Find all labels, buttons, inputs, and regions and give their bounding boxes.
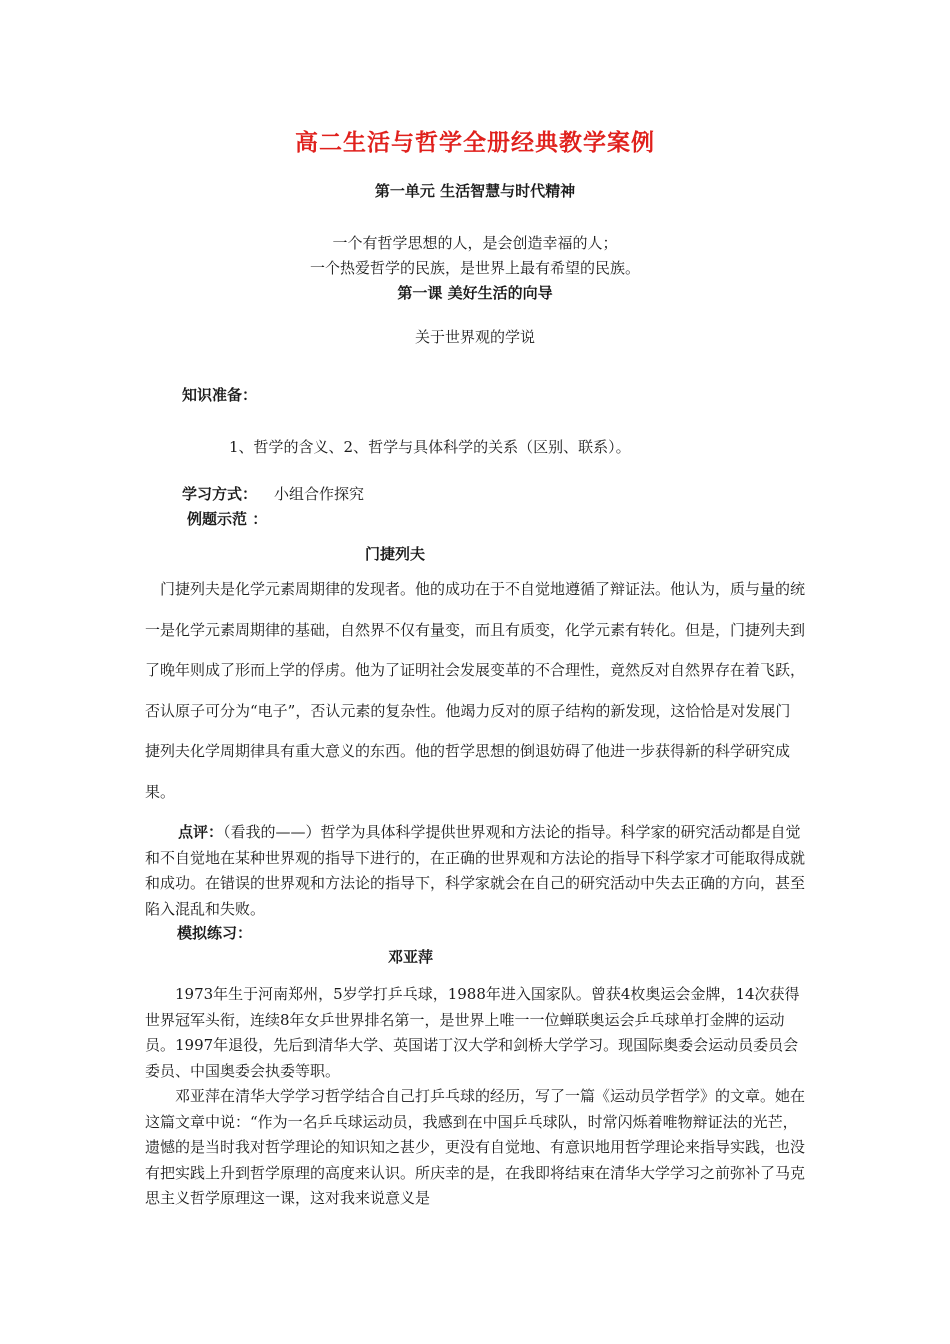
study-method-label: 学习方式：: [182, 485, 258, 503]
example-title: 门捷列夫: [365, 545, 426, 563]
knowledge-content: 1、哲学的含义、2、哲学与具体科学的关系（区别、联系）。: [229, 438, 631, 456]
example-paragraph: 门捷列夫是化学元素周期律的发现者。他的成功在于不自觉地遵循了辩证法。他认为，质与量的统一是化学元素周期律的基础，自然界不仅有量变，而且有质变，化学元素有转化。但是，门捷列夫到了晚年则成了形而上学的俘虏。他为了证明社会发展变革的不合理性，竟然反对自然界存在着飞跃，否认原子可分为“电子”，否认元素的复杂性。他竭力反对的原子结构的新发现，这恰恰是对发展门捷列夫化学周期律具有重大意义的东西。他的哲学思想的倒退妨碍了他进一步获得新的科学研究成果。: [145, 580, 806, 801]
comment-label: 点评：: [178, 823, 224, 841]
practice-paragraph-2: 邓亚萍在清华大学学习哲学结合自己打乒乓球的经历，写了一篇《运动员学哲学》的文章。她在这篇文章中说：“作为一名乒乓球运动员，我感到在中国乒乓球队，时常闪烁着唯物辩证法的光芒，遗憾的是当时我对哲学理论的知识知之甚少，更没有自觉地、有意识地用哲学理论来指导实践，也没有把实践上升到哲学原理的高度来认识。所庆幸的是，在我即将结束在清华大学学习之前弥补了马克思主义哲学原理这一课，这对我来说意义是: [145, 1087, 806, 1207]
lesson-heading: 第一课 美好生活的向导: [397, 284, 553, 302]
quote-line-2: 一个热爱哲学的民族，是世界上最有希望的民族。: [309, 259, 640, 277]
document-title: 高二生活与哲学全册经典教学案例: [295, 130, 655, 156]
example-label: 例题示范 ：: [187, 510, 268, 528]
comment-text: （看我的——）哲学为具体科学提供世界观和方法论的指导。科学家的研究活动都是自觉和不自觉地在某种世界观的指导下进行的，在正确的世界观和方法论的指导下科学家才可能取得成就和成功。在错误的世界观和方法论的指导下，科学家就会在自己的研究活动中失去正确的方向，甚至陷入混乱和失败。: [145, 823, 806, 918]
comment-paragraph: [145, 820, 805, 922]
unit-heading: 第一单元 生活智慧与时代精神: [374, 182, 576, 200]
quote-line-1: 一个有哲学思想的人，是会创造幸福的人；: [332, 234, 618, 252]
practice-title: 邓亚萍: [388, 948, 434, 966]
study-method-value: 小组合作探究: [274, 485, 365, 503]
lesson-subtitle: 关于世界观的学说: [414, 328, 535, 346]
practice-label: 模拟练习：: [177, 924, 253, 942]
knowledge-label: 知识准备：: [182, 386, 258, 404]
practice-paragraph-1: 1973年生于河南郑州，5岁学打乒乓球，1988年进入国家队。曾获4枚奥运会金牌，14次获得世界冠军头衔，连续8年女乒世界排名第一，是世界上唯一一位蝉联奥运会乒乓球单打金牌的运动员。1997年退役，先后到清华大学、英国诺丁汉大学和剑桥大学学习。现国际奥委会运动员委员会委员、中国奥委会执委等职。: [145, 985, 800, 1080]
